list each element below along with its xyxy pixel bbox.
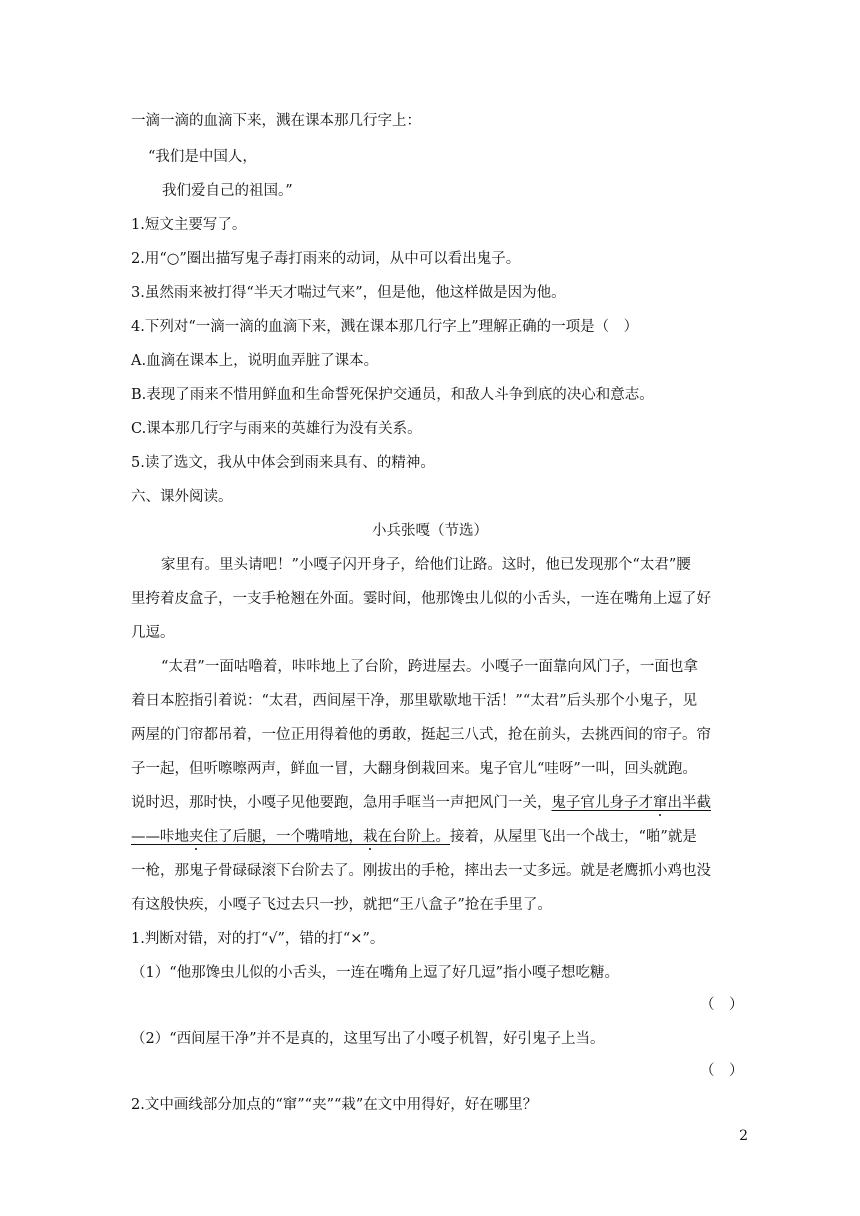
story-line: 一枪，那鬼子骨碌碌滚下台阶去了。刚拔出的手枪，摔出去一丈多远。就是老鹰抓小鸡也没 bbox=[131, 863, 711, 879]
story-line: “太君”一面咕噜着，咔咔地上了台阶，跨进屋去。小嘎子一面靠向风门子，一面也拿 bbox=[161, 659, 698, 675]
passage-line: 一滴一滴的血滴下来，溅在课本那几行字上： bbox=[131, 113, 421, 129]
question-2: 2.用“○”圈出描写鬼子毒打雨来的动词，从中可以看出鬼子。 bbox=[131, 251, 521, 267]
story-text: 说时迟，那时快，小嘎子见他要跑，急用手哐当一声把风门一关， bbox=[131, 795, 552, 811]
question-5: 5.读了选文，我从中体会到雨来具有、的精神。 bbox=[131, 455, 435, 471]
question-3: 3.虽然雨来被打得“半天才喘过气来”，但是他，他这样做是因为他。 bbox=[131, 285, 566, 301]
option-c: C.课本那几行字与雨来的英雄行为没有关系。 bbox=[131, 421, 422, 437]
underlined-segment: 住了后腿，一个嘴啃地， bbox=[203, 829, 363, 845]
story-line: 两屋的门帘都吊着，一位正用得着他的勇敢，挺起三八式，抢在前头，去挑西间的帘子。帘 bbox=[131, 727, 711, 743]
page-number: 2 bbox=[739, 1128, 748, 1144]
story-text: 接着，从屋里飞出一个战士，“啪”就是 bbox=[450, 829, 697, 845]
reading-question-1-2: （2）“西间屋干净”并不是真的，这里写出了小嘎子机智，好引鬼子上当。 bbox=[131, 1031, 605, 1047]
story-line: 有这般快疾，小嘎子飞过去只一抄，就把“王八盒子”抢在手里了。 bbox=[131, 897, 552, 913]
reading-question-1: 1.判断对错，对的打“√”，错的打“×”。 bbox=[131, 931, 385, 947]
option-a: A.血滴在课本上，说明血弄脏了课本。 bbox=[131, 353, 379, 369]
reading-question-2: 2.文中画线部分加点的“窜”“夹”“栽”在文中用得好，好在哪里？ bbox=[131, 1097, 538, 1113]
dotted-character: 夹 bbox=[189, 829, 204, 845]
underlined-segment: 在台阶上。 bbox=[377, 829, 450, 845]
underlined-segment: 鬼子官儿身子才 bbox=[551, 795, 653, 811]
underlined-text bbox=[131, 829, 450, 845]
passage-quote-line: 我们爱自己的祖国。” bbox=[162, 183, 293, 199]
reading-question-1-1: （1）“他那馋虫儿似的小舌头，一连在嘴角上逗了好几逗”指小嘎子想吃糖。 bbox=[131, 965, 620, 981]
story-line: 子一起，但听嚓嚓两声，鲜血一冒，大翻身倒栽回来。鬼子官儿“哇呀”一叫，回头就跑。 bbox=[131, 761, 697, 777]
question-1: 1.短文主要写了。 bbox=[131, 217, 247, 233]
story-line: 着日本腔指引着说：“太君，西间屋干净，那里歇歇地干活！”“太君”后头那个小鬼子，见 bbox=[131, 693, 698, 709]
option-b: B.表现了雨来不惜用鲜血和生命誓死保护交通员，和敌人斗争到底的决心和意志。 bbox=[131, 387, 654, 403]
answer-parentheses[interactable]: （ ） bbox=[700, 1063, 744, 1079]
underlined-segment: 出半截 bbox=[667, 795, 711, 811]
underlined-segment: ——咔地 bbox=[131, 829, 189, 845]
dotted-character: 窜 bbox=[653, 795, 668, 811]
story-line: 里挎着皮盒子，一支手枪翘在外面。霎时间，他那馋虫儿似的小舌头，一连在嘴角上逗了好 bbox=[131, 591, 711, 607]
story-line: 几逗。 bbox=[131, 625, 175, 641]
section-heading: 六、课外阅读。 bbox=[131, 489, 233, 505]
question-4: 4.下列对“一滴一滴的血滴下来，溅在课本那几行字上”理解正确的一项是（ ） bbox=[131, 319, 639, 335]
story-title: 小兵张嘎（节选） bbox=[372, 523, 488, 539]
story-line: 家里有。里头请吧！”小嘎子闪开身子，给他们让路。这时，他已发现那个“太君”腰 bbox=[161, 557, 691, 573]
story-line-with-underline bbox=[131, 793, 711, 813]
answer-parentheses[interactable]: （ ） bbox=[700, 997, 744, 1013]
underlined-text bbox=[552, 795, 712, 811]
dotted-character: 栽 bbox=[363, 829, 378, 845]
story-line-with-underline bbox=[131, 827, 697, 847]
passage-quote-line: “我们是中国人， bbox=[148, 149, 257, 165]
